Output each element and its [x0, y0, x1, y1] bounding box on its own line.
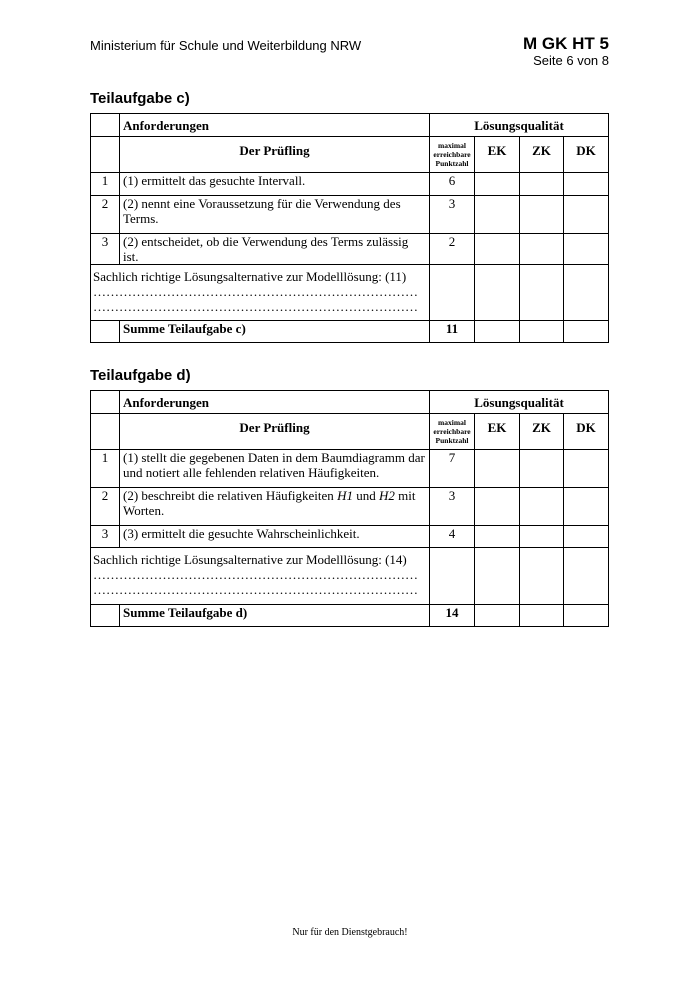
zk-input-cell[interactable] — [520, 548, 564, 605]
alternative-solution-cell[interactable] — [91, 548, 430, 605]
header-dk: DK — [564, 137, 609, 173]
row-max-points: 3 — [430, 196, 475, 234]
dk-input-cell[interactable] — [564, 234, 609, 265]
table-row — [91, 526, 609, 548]
exam-code: M GK HT 5 — [523, 34, 609, 53]
table-subheader-row — [91, 414, 609, 450]
ek-input-cell[interactable] — [475, 196, 520, 234]
header-anforderungen: Anforderungen — [120, 391, 430, 414]
alternative-row — [91, 548, 609, 605]
ek-input-cell[interactable] — [475, 450, 520, 488]
row-number: 1 — [91, 173, 120, 196]
sum-label: Summe Teilaufgabe d) — [120, 605, 430, 627]
row-requirement: (1) ermittelt das gesuchte Intervall. — [120, 173, 430, 196]
sum-label: Summe Teilaufgabe c) — [120, 321, 430, 343]
zk-input-cell[interactable] — [520, 173, 564, 196]
header-pruefling: Der Prüfling — [120, 137, 430, 173]
blank-cell — [91, 114, 120, 137]
row-max-points: 2 — [430, 234, 475, 265]
ek-sum-cell[interactable] — [475, 321, 520, 343]
table-row — [91, 173, 609, 196]
dotted-line: ………………………………………………………………… — [93, 299, 418, 314]
header-zk: ZK — [520, 414, 564, 450]
header-loesungsqualitaet: Lösungsqualität — [430, 391, 609, 414]
zk-input-cell[interactable] — [520, 196, 564, 234]
header-loesungsqualitaet: Lösungsqualität — [430, 114, 609, 137]
footer-note: Nur für den Dienstgebrauch! — [292, 927, 408, 938]
row-number: 1 — [91, 450, 120, 488]
header-ek: EK — [475, 137, 520, 173]
header-zk: ZK — [520, 137, 564, 173]
header-pruefling: Der Prüfling — [120, 414, 430, 450]
table-header-row — [91, 114, 609, 137]
scoring-table-d — [90, 390, 609, 627]
dk-input-cell[interactable] — [564, 196, 609, 234]
ek-input-cell[interactable] — [475, 173, 520, 196]
h1-symbol: H1 — [337, 488, 353, 503]
row-requirement: (1) stellt die gegebenen Daten in dem Baumdiagramm dar und notiert alle fehlenden relativen Häufigkeiten. — [120, 450, 430, 488]
header-max-points: maximal erreichbare Punktzahl — [430, 414, 475, 450]
alternative-row — [91, 265, 609, 321]
zk-input-cell[interactable] — [520, 488, 564, 526]
row-max-points: 7 — [430, 450, 475, 488]
header-ek: EK — [475, 414, 520, 450]
blank-cell — [91, 391, 120, 414]
sum-row — [91, 321, 609, 343]
table-row — [91, 450, 609, 488]
page-number: Seite 6 von 8 — [533, 53, 609, 68]
alternative-label: Sachlich richtige Lösungsalternative zur Modelllösung: (11) — [93, 269, 407, 284]
alt-points-cell[interactable] — [430, 548, 475, 605]
blank-cell — [91, 137, 120, 173]
row-max-points: 4 — [430, 526, 475, 548]
zk-sum-cell[interactable] — [520, 321, 564, 343]
zk-input-cell[interactable] — [520, 450, 564, 488]
ministry-header: Ministerium für Schule und Weiterbildung NRW — [90, 38, 362, 53]
table-row — [91, 488, 609, 526]
ek-input-cell[interactable] — [475, 548, 520, 605]
table-header-row — [91, 391, 609, 414]
ek-input-cell[interactable] — [475, 526, 520, 548]
row-requirement: (3) ermittelt die gesuchte Wahrscheinlichkeit. — [120, 526, 430, 548]
table-row — [91, 234, 609, 265]
alternative-label: Sachlich richtige Lösungsalternative zur Modelllösung: (14) — [93, 552, 407, 567]
section-title-c: Teilaufgabe c) — [90, 90, 190, 107]
row-number: 3 — [91, 234, 120, 265]
zk-input-cell[interactable] — [520, 526, 564, 548]
header-anforderungen: Anforderungen — [120, 114, 430, 137]
zk-input-cell[interactable] — [520, 234, 564, 265]
header-max-points: maximal erreichbare Punktzahl — [430, 137, 475, 173]
alternative-solution-cell[interactable] — [91, 265, 430, 321]
section-title-d: Teilaufgabe d) — [90, 367, 191, 384]
blank-cell — [91, 605, 120, 627]
row-number: 2 — [91, 196, 120, 234]
dk-input-cell[interactable] — [564, 548, 609, 605]
row-requirement: (2) entscheidet, ob die Verwendung des Terms zulässig ist. — [120, 234, 430, 265]
row-number: 2 — [91, 488, 120, 526]
dotted-line: ………………………………………………………………… — [93, 582, 418, 597]
h2-symbol: H2 — [378, 488, 395, 503]
ek-input-cell[interactable] — [475, 265, 520, 321]
dk-sum-cell[interactable] — [564, 605, 609, 627]
zk-sum-cell[interactable] — [520, 605, 564, 627]
blank-cell — [91, 321, 120, 343]
dk-input-cell[interactable] — [564, 526, 609, 548]
alt-points-cell[interactable] — [430, 265, 475, 321]
row-number: 3 — [91, 526, 120, 548]
dk-input-cell[interactable] — [564, 265, 609, 321]
blank-cell — [91, 414, 120, 450]
zk-input-cell[interactable] — [520, 265, 564, 321]
dk-sum-cell[interactable] — [564, 321, 609, 343]
header-dk: DK — [564, 414, 609, 450]
table-subheader-row — [91, 137, 609, 173]
scoring-table-c — [90, 113, 609, 343]
dotted-line: ………………………………………………………………… — [93, 284, 418, 299]
dk-input-cell[interactable] — [564, 173, 609, 196]
row-requirement: (2) beschreibt die relativen Häufigkeiten H1 und H2 mit Worten. — [120, 488, 430, 526]
row-max-points: 3 — [430, 488, 475, 526]
dk-input-cell[interactable] — [564, 450, 609, 488]
dotted-line: ………………………………………………………………… — [93, 567, 418, 582]
ek-input-cell[interactable] — [475, 488, 520, 526]
sum-points: 14 — [430, 605, 475, 627]
sum-points: 11 — [430, 321, 475, 343]
ek-input-cell[interactable] — [475, 234, 520, 265]
row-max-points: 6 — [430, 173, 475, 196]
table-row — [91, 196, 609, 234]
sum-row — [91, 605, 609, 627]
dk-input-cell[interactable] — [564, 488, 609, 526]
row-requirement: (2) nennt eine Voraussetzung für die Verwendung des Terms. — [120, 196, 430, 234]
ek-sum-cell[interactable] — [475, 605, 520, 627]
